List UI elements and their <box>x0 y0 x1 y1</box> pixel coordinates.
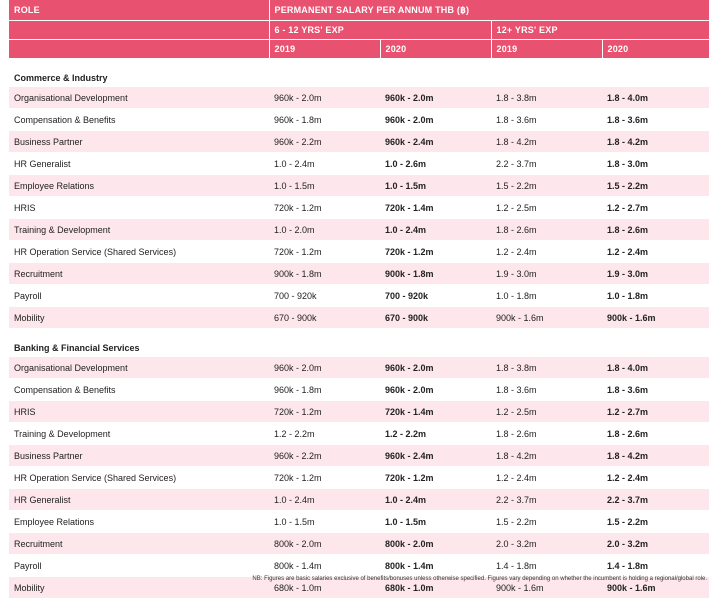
role-cell: Organisational Development <box>9 357 269 379</box>
table-row <box>9 489 709 511</box>
role-cell: HRIS <box>9 401 269 423</box>
salary-cell: 1.0 - 1.5m <box>380 175 491 197</box>
salary-cell: 670 - 900k <box>380 307 491 329</box>
salary-cell: 720k - 1.2m <box>269 241 380 263</box>
salary-cell: 960k - 1.8m <box>269 109 380 131</box>
table-row <box>9 285 709 307</box>
salary-cell: 670 - 900k <box>269 307 380 329</box>
salary-cell: 800k - 1.4m <box>380 555 491 577</box>
salary-cell: 960k - 2.0m <box>269 87 380 109</box>
salary-cell: 1.8 - 2.6m <box>491 219 602 241</box>
salary-cell: 960k - 2.4m <box>380 131 491 153</box>
salary-cell: 900k - 1.6m <box>491 577 602 599</box>
role-cell: Recruitment <box>9 263 269 285</box>
salary-cell: 1.0 - 1.5m <box>269 175 380 197</box>
salary-cell: 1.8 - 3.8m <box>491 87 602 109</box>
role-cell: HR Operation Service (Shared Services) <box>9 467 269 489</box>
salary-cell: 960k - 2.4m <box>380 445 491 467</box>
section-title: Commerce & Industry <box>9 59 709 88</box>
role-cell: Payroll <box>9 555 269 577</box>
salary-cell: 1.5 - 2.2m <box>602 175 709 197</box>
salary-cell: 2.0 - 3.2m <box>602 533 709 555</box>
salary-cell: 1.0 - 2.0m <box>269 219 380 241</box>
experience-header-6-12: 6 - 12 YRS' EXP <box>269 21 491 40</box>
salary-cell: 720k - 1.2m <box>269 467 380 489</box>
salary-cell: 1.8 - 4.0m <box>602 357 709 379</box>
table-row <box>9 131 709 153</box>
salary-cell: 1.2 - 2.7m <box>602 401 709 423</box>
section-title: Banking & Financial Services <box>9 329 709 358</box>
role-cell: Organisational Development <box>9 87 269 109</box>
salary-cell: 1.0 - 1.8m <box>602 285 709 307</box>
salary-cell: 1.2 - 2.5m <box>491 401 602 423</box>
table-row <box>9 357 709 379</box>
section-heading-row <box>9 329 709 358</box>
salary-cell: 1.8 - 4.2m <box>491 445 602 467</box>
role-cell: Employee Relations <box>9 175 269 197</box>
salary-cell: 1.8 - 4.2m <box>491 131 602 153</box>
table-row <box>9 197 709 219</box>
salary-cell: 1.4 - 1.8m <box>491 555 602 577</box>
salary-cell: 1.8 - 2.6m <box>602 219 709 241</box>
header-row-years <box>9 40 709 59</box>
table-row <box>9 467 709 489</box>
header-row-experience <box>9 21 709 40</box>
table-row <box>9 379 709 401</box>
salary-cell: 1.8 - 2.6m <box>491 423 602 445</box>
salary-cell: 1.8 - 4.0m <box>602 87 709 109</box>
salary-cell: 2.2 - 3.7m <box>602 489 709 511</box>
salary-cell: 720k - 1.2m <box>269 197 380 219</box>
salary-cell: 720k - 1.2m <box>380 241 491 263</box>
salary-cell: 1.0 - 2.4m <box>269 153 380 175</box>
salary-cell: 1.2 - 2.4m <box>491 467 602 489</box>
salary-cell: 900k - 1.6m <box>602 577 709 599</box>
salary-cell: 1.8 - 3.6m <box>602 109 709 131</box>
role-cell: Business Partner <box>9 131 269 153</box>
salary-cell: 900k - 1.6m <box>602 307 709 329</box>
year-header: 2020 <box>602 40 709 59</box>
role-header: ROLE <box>9 0 269 21</box>
role-cell: Mobility <box>9 577 269 599</box>
header-blank-cell <box>9 40 269 59</box>
salary-cell: 1.8 - 3.6m <box>491 109 602 131</box>
salary-cell: 1.0 - 1.5m <box>269 511 380 533</box>
salary-cell: 1.5 - 2.2m <box>491 175 602 197</box>
salary-cell: 900k - 1.8m <box>380 263 491 285</box>
table-row <box>9 307 709 329</box>
table-row <box>9 175 709 197</box>
table-row <box>9 423 709 445</box>
salary-cell: 1.8 - 2.6m <box>602 423 709 445</box>
table-row <box>9 445 709 467</box>
experience-header-12-plus: 12+ YRS' EXP <box>491 21 709 40</box>
salary-cell: 1.0 - 2.4m <box>269 489 380 511</box>
salary-cell: 1.4 - 1.8m <box>602 555 709 577</box>
salary-cell: 960k - 2.0m <box>380 379 491 401</box>
role-cell: Compensation & Benefits <box>9 109 269 131</box>
salary-cell: 1.0 - 1.8m <box>491 285 602 307</box>
salary-cell: 1.2 - 2.4m <box>602 467 709 489</box>
salary-cell: 720k - 1.2m <box>269 401 380 423</box>
table-row <box>9 263 709 285</box>
salary-cell: 2.0 - 3.2m <box>491 533 602 555</box>
salary-cell: 960k - 2.0m <box>380 87 491 109</box>
table-row <box>9 401 709 423</box>
salary-cell: 1.0 - 1.5m <box>380 511 491 533</box>
salary-cell: 800k - 2.0m <box>269 533 380 555</box>
table-row <box>9 511 709 533</box>
salary-cell: 1.2 - 2.2m <box>269 423 380 445</box>
salary-cell: 960k - 2.0m <box>269 357 380 379</box>
section-heading-row <box>9 59 709 88</box>
salary-cell: 960k - 1.8m <box>269 379 380 401</box>
role-cell: Training & Development <box>9 219 269 241</box>
table-row <box>9 555 709 577</box>
role-cell: HR Operation Service (Shared Services) <box>9 241 269 263</box>
salary-cell: 800k - 1.4m <box>269 555 380 577</box>
salary-cell: 1.2 - 2.7m <box>602 197 709 219</box>
table-row <box>9 241 709 263</box>
salary-cell: 1.8 - 3.8m <box>491 357 602 379</box>
salary-cell: 960k - 2.0m <box>380 109 491 131</box>
role-cell: HRIS <box>9 197 269 219</box>
salary-cell: 1.2 - 2.5m <box>491 197 602 219</box>
table-row <box>9 533 709 555</box>
table-row <box>9 87 709 109</box>
table-row <box>9 219 709 241</box>
salary-cell: 1.9 - 3.0m <box>491 263 602 285</box>
salary-cell: 960k - 2.0m <box>380 357 491 379</box>
year-header: 2019 <box>491 40 602 59</box>
salary-cell: 960k - 2.2m <box>269 445 380 467</box>
salary-cell: 1.8 - 4.2m <box>602 131 709 153</box>
salary-cell: 960k - 2.2m <box>269 131 380 153</box>
role-cell: HR Generalist <box>9 153 269 175</box>
salary-table-container <box>9 0 709 599</box>
role-cell: Payroll <box>9 285 269 307</box>
salary-cell: 1.8 - 4.2m <box>602 445 709 467</box>
table-row <box>9 109 709 131</box>
role-cell: Compensation & Benefits <box>9 379 269 401</box>
role-cell: Business Partner <box>9 445 269 467</box>
salary-cell: 680k - 1.0m <box>269 577 380 599</box>
salary-cell: 1.5 - 2.2m <box>602 511 709 533</box>
salary-cell: 700 - 920k <box>380 285 491 307</box>
salary-cell: 1.8 - 3.0m <box>602 153 709 175</box>
header-row-top <box>9 0 709 21</box>
salary-cell: 1.9 - 3.0m <box>602 263 709 285</box>
salary-cell: 1.2 - 2.2m <box>380 423 491 445</box>
salary-cell: 800k - 2.0m <box>380 533 491 555</box>
salary-cell: 1.2 - 2.4m <box>491 241 602 263</box>
salary-cell: 720k - 1.4m <box>380 197 491 219</box>
year-header: 2019 <box>269 40 380 59</box>
role-cell: Recruitment <box>9 533 269 555</box>
salary-cell: 2.2 - 3.7m <box>491 153 602 175</box>
salary-cell: 1.0 - 2.4m <box>380 489 491 511</box>
role-cell: Mobility <box>9 307 269 329</box>
salary-table <box>9 0 709 599</box>
salary-cell: 1.0 - 2.4m <box>380 219 491 241</box>
footnote: NB: Figures are basic salaries exclusive of benefits/bonuses unless otherwise specified. Figures vary depending on whether the incumbent is holding a regional/global role. <box>252 576 707 582</box>
role-cell: HR Generalist <box>9 489 269 511</box>
salary-cell: 1.0 - 2.6m <box>380 153 491 175</box>
salary-cell: 1.8 - 3.6m <box>602 379 709 401</box>
salary-cell: 1.8 - 3.6m <box>491 379 602 401</box>
salary-cell: 900k - 1.6m <box>491 307 602 329</box>
salary-cell: 1.5 - 2.2m <box>491 511 602 533</box>
table-row <box>9 153 709 175</box>
salary-cell: 680k - 1.0m <box>380 577 491 599</box>
role-cell: Training & Development <box>9 423 269 445</box>
year-header: 2020 <box>380 40 491 59</box>
role-cell: Employee Relations <box>9 511 269 533</box>
salary-cell: 700 - 920k <box>269 285 380 307</box>
salary-cell: 720k - 1.4m <box>380 401 491 423</box>
salary-cell: 900k - 1.8m <box>269 263 380 285</box>
salary-table-body <box>9 0 709 599</box>
header-blank-cell <box>9 21 269 40</box>
salary-cell: 720k - 1.2m <box>380 467 491 489</box>
salary-cell: 1.2 - 2.4m <box>602 241 709 263</box>
salary-header: PERMANENT SALARY PER ANNUM THB (฿) <box>269 0 709 21</box>
salary-cell: 2.2 - 3.7m <box>491 489 602 511</box>
